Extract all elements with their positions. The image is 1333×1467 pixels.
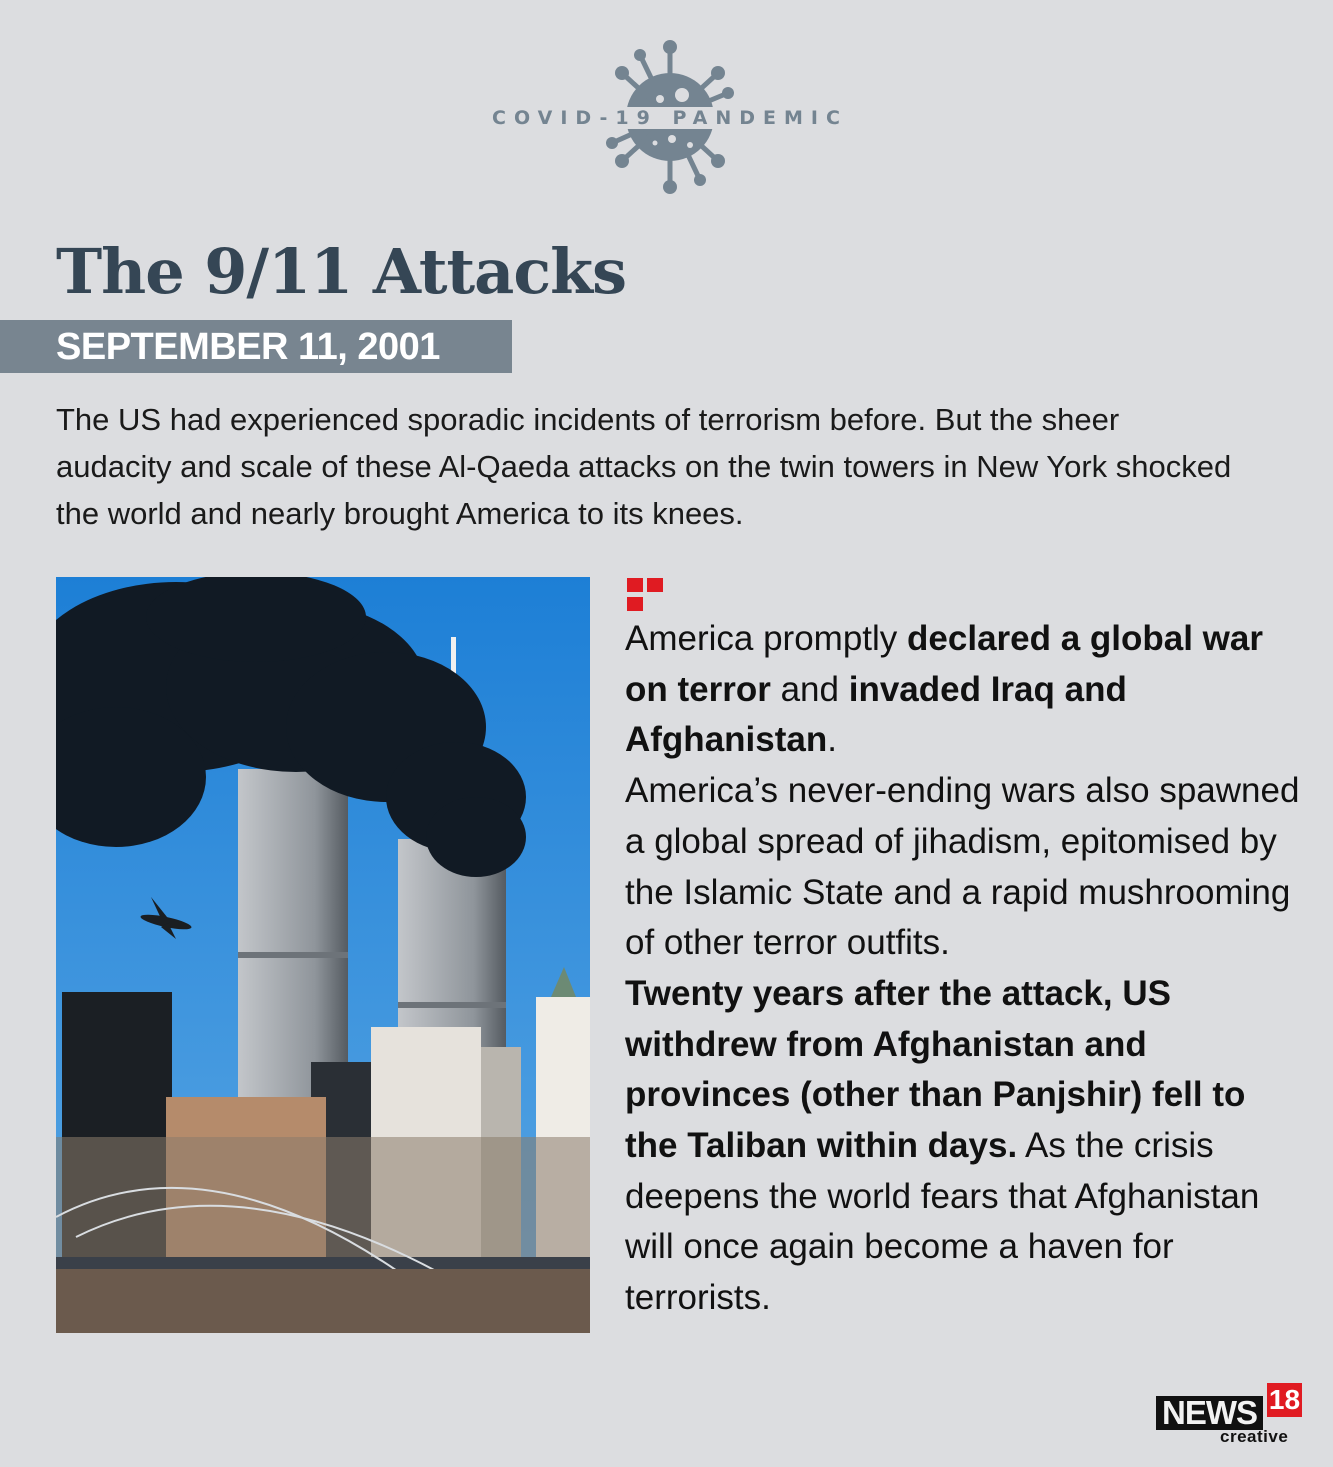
page-title: The 9/11 Attacks (56, 235, 626, 308)
news18-creative-logo (1154, 1383, 1304, 1447)
paragraph-withdrawal: Twenty years after the attack, US withdrew from Afghanistan and provinces (other than Panjshir) fell to the Taliban within days. As the crisis deepens the world fears that Afghanistan will once again become a haven for terrorists. (625, 973, 1260, 1318)
paragraph-jihadism: America’s never-ending wars also spawned a global spread of jihadism, epitomised by the Islamic State and a rapid mushrooming of other terror outfits. (625, 771, 1300, 963)
date-banner (0, 320, 512, 373)
event-date: SEPTEMBER 11, 2001 (56, 326, 440, 368)
wtc-photo (56, 577, 590, 1333)
brand-sub: creative (1220, 1427, 1289, 1446)
paragraph-war-on-terror: America promptly declared a global war on terror and invaded Iraq and Afghanistan. (625, 619, 1263, 760)
series-label: COVID-19 PANDEMIC (492, 107, 848, 129)
wtc-photo-illustration (56, 577, 590, 1333)
red-bullet-marks (627, 577, 685, 591)
intro-paragraph: The US had experienced sporadic incidents of terrorism before. But the sheer audacity and scale of these Al-Qaeda attacks on the twin towers in New York shocked the world and nearly brought America to its knees. (56, 402, 1232, 531)
brand-number: 18 (1268, 1384, 1301, 1415)
body-text (625, 614, 1305, 1324)
brand-news: NEWS (1156, 1396, 1263, 1430)
series-logo (490, 35, 850, 200)
